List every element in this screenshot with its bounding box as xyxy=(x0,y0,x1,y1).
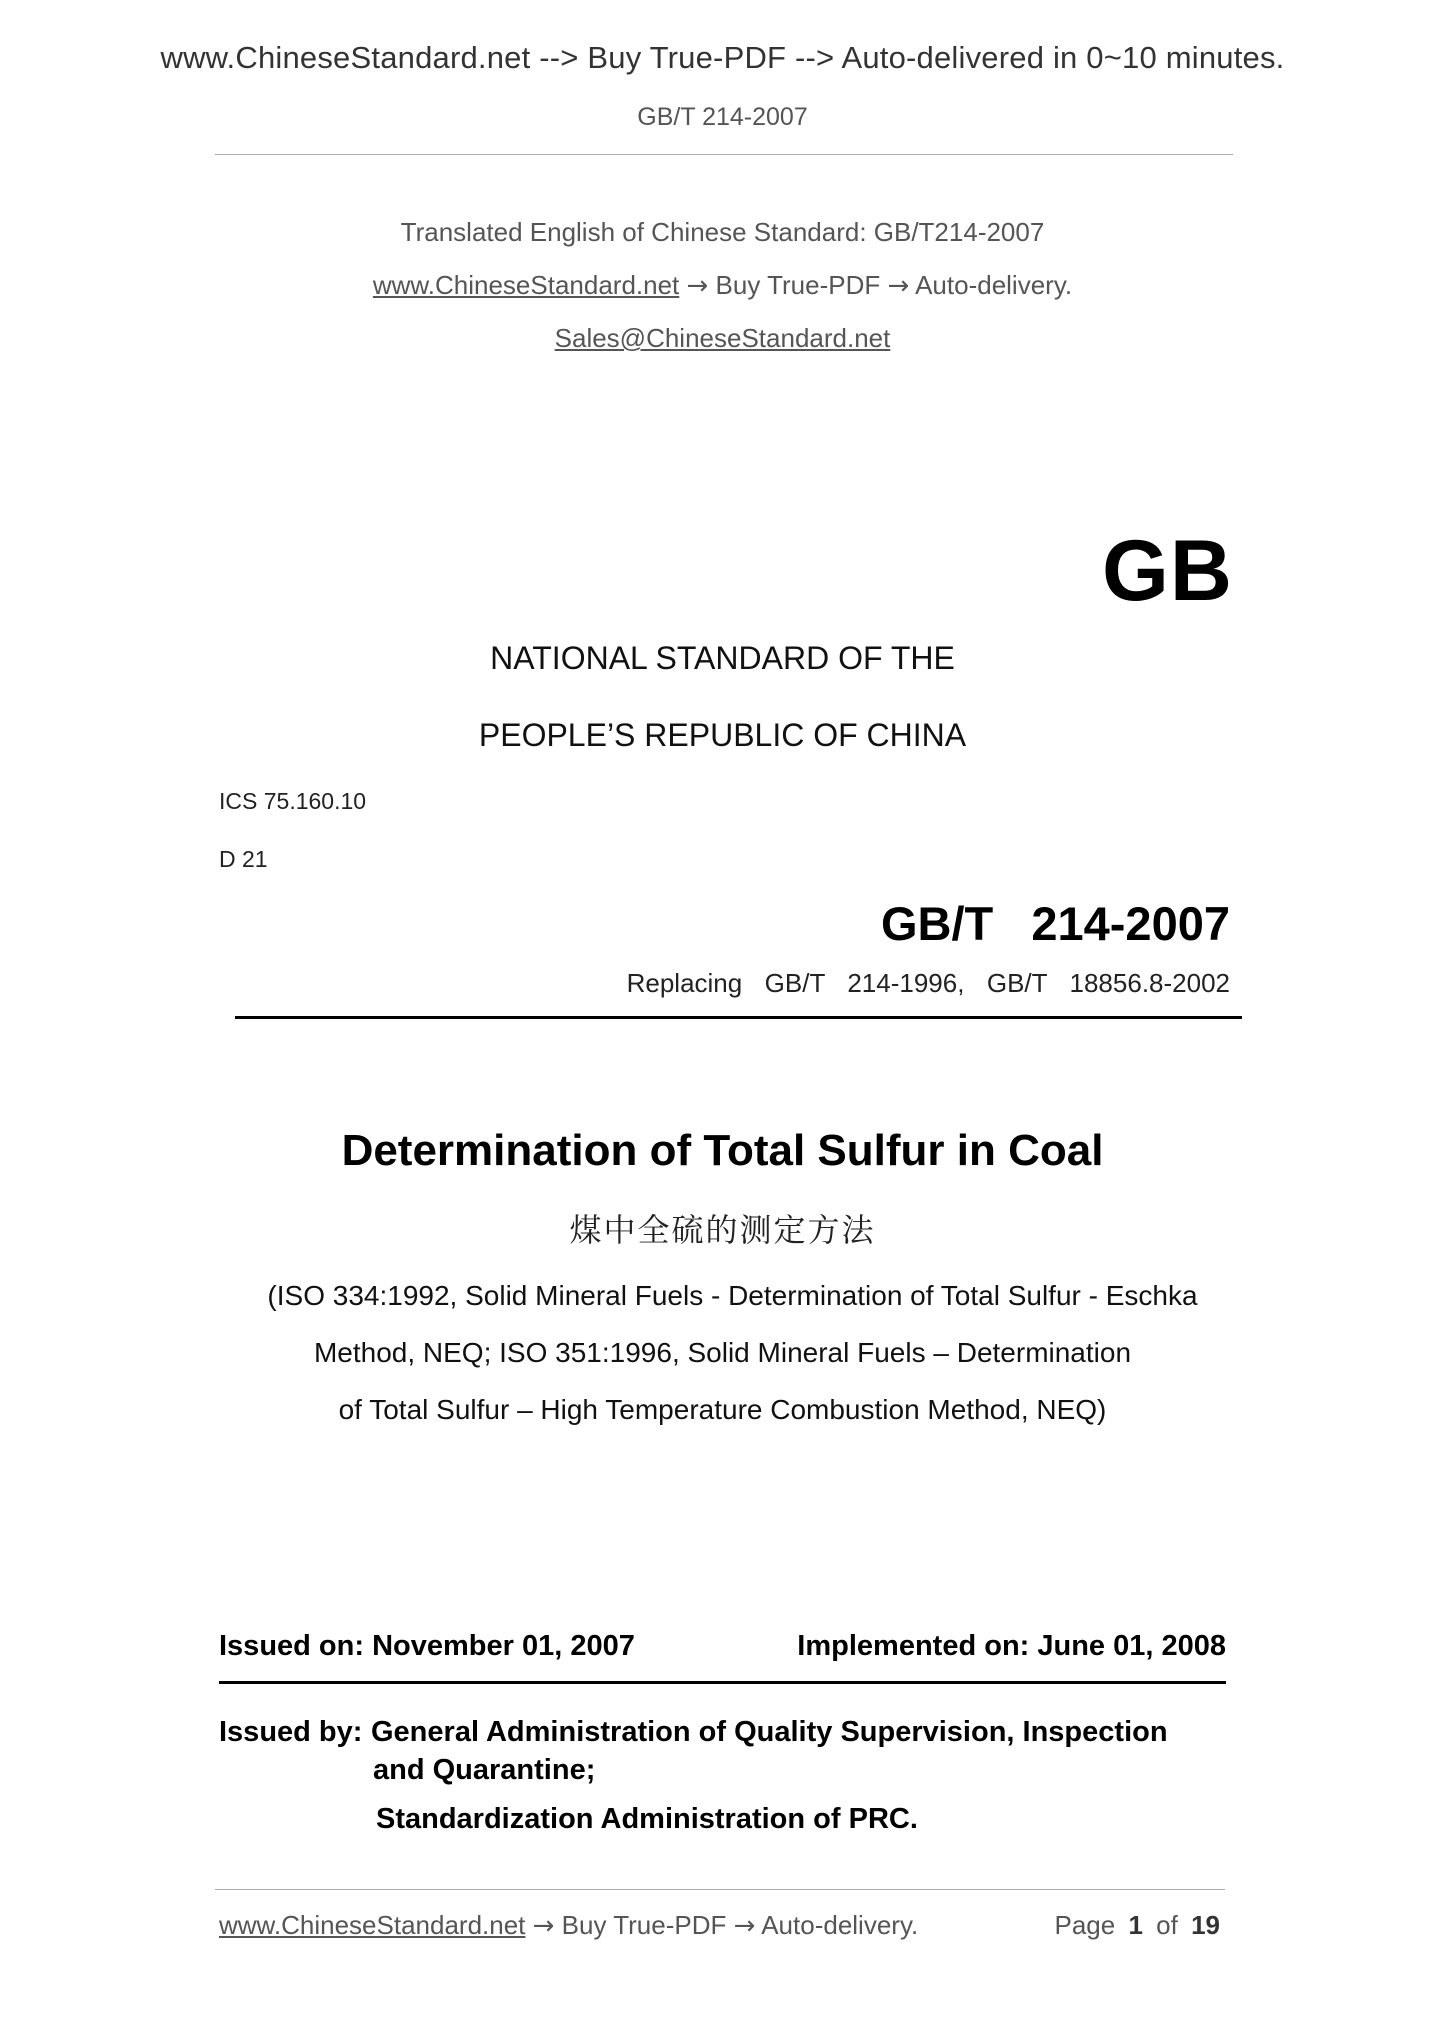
standard-number: GB/T 214-2007 xyxy=(880,897,1230,950)
national-standard-line2: PEOPLE’S REPUBLIC OF CHINA xyxy=(478,717,967,753)
header-links xyxy=(0,270,1445,301)
arrow-right-icon: → xyxy=(887,271,910,301)
issued-date: Issued on: November 01, 2007 xyxy=(219,1630,635,1662)
arrow-right-icon: → xyxy=(733,1911,756,1941)
sales-email-link[interactable]: Sales@ChineseStandard.net xyxy=(554,323,891,353)
footer-buy-text: Buy True-PDF xyxy=(561,1910,727,1940)
translated-note: Translated English of Chinese Standard: GB/T214-2007 xyxy=(400,217,1045,247)
document-title: Determination of Total Sulfur in Coal xyxy=(341,1126,1104,1175)
implemented-date: Implemented on: June 01, 2008 xyxy=(797,1630,1226,1662)
iso-reference-line2: Method, NEQ; ISO 351:1996, Solid Mineral Fuels – Determination xyxy=(313,1337,1132,1368)
footer-links xyxy=(219,1910,918,1941)
footer-divider xyxy=(215,1889,1225,1890)
dates-divider xyxy=(219,1681,1226,1684)
standard-divider xyxy=(235,1016,1242,1019)
header-standard-code: GB/T 214-2007 xyxy=(637,103,808,131)
page-indicator xyxy=(1054,1910,1220,1941)
d-code: D 21 xyxy=(219,846,268,872)
of-label: of xyxy=(1156,1910,1178,1940)
footer-auto-text: Auto-delivery. xyxy=(761,1910,919,1940)
national-standard-line1: NATIONAL STANDARD OF THE xyxy=(490,640,955,676)
page-total: 19 xyxy=(1191,1910,1220,1940)
arrow-right-icon: → xyxy=(532,1911,555,1941)
issued-by-label: Issued by: xyxy=(219,1716,363,1748)
top-banner: www.ChineseStandard.net --> Buy True-PDF --> Auto-delivered in 0~10 minutes. xyxy=(160,40,1285,75)
iso-reference-line3: of Total Sulfur – High Temperature Combustion Method, NEQ) xyxy=(338,1394,1107,1425)
issuer-line3: Standardization Administration of PRC. xyxy=(376,1803,918,1835)
header-divider xyxy=(215,154,1233,155)
sales-email xyxy=(0,323,1445,354)
iso-reference-line1: (ISO 334:1992, Solid Mineral Fuels - Determination of Total Sulfur - Eschka xyxy=(267,1280,1198,1311)
arrow-right-icon: → xyxy=(686,271,709,301)
buy-true-pdf-text: Buy True-PDF xyxy=(715,270,881,300)
footer-site-link[interactable]: www.ChineseStandard.net xyxy=(219,1910,526,1940)
ics-code: ICS 75.160.10 xyxy=(219,788,367,814)
site-link[interactable]: www.ChineseStandard.net xyxy=(372,270,680,300)
auto-delivery-text: Auto-delivery. xyxy=(915,270,1073,300)
replacing-note: Replacing GB/T 214-1996, GB/T 18856.8-2002 xyxy=(626,968,1230,998)
chinese-title: 煤中全硫的测定方法 xyxy=(569,1212,876,1248)
page-number: 1 xyxy=(1128,1910,1143,1940)
issuer-line2: and Quarantine; xyxy=(373,1754,596,1786)
gb-logo: GB xyxy=(1102,523,1233,619)
issuer-line1: General Administration of Quality Supervision, Inspection xyxy=(371,1716,1168,1748)
page-label: Page xyxy=(1054,1910,1116,1940)
